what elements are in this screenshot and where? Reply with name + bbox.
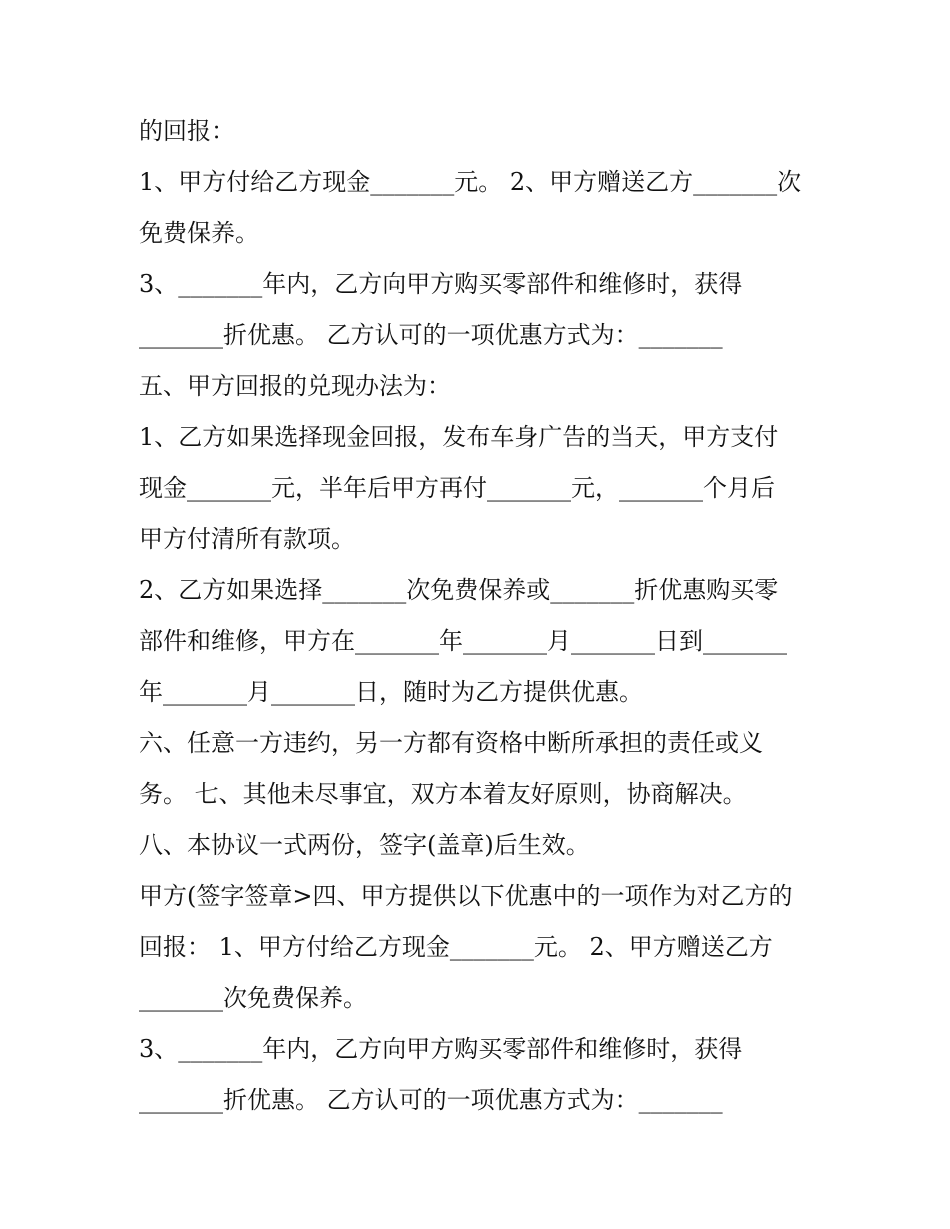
text-line: 六、任意一方违约，另一方都有资格中断所承担的责任或义	[139, 729, 763, 757]
text-line: 免费保养。	[139, 219, 259, 247]
text-line: 的回报：	[139, 117, 235, 145]
text-line: 甲方付清所有款项。	[139, 525, 355, 553]
text-line: _______折优惠。 乙方认可的一项优惠方式为：_______	[139, 1086, 723, 1114]
text-line: _______折优惠。 乙方认可的一项优惠方式为：_______	[139, 321, 723, 349]
text-line: 回报： 1、甲方付给乙方现金_______元。 2、甲方赠送乙方	[139, 933, 773, 961]
text-line: 2、乙方如果选择_______次免费保养或_______折优惠购买零	[139, 576, 779, 604]
text-line: 务。 七、其他未尽事宜，双方本着友好原则，协商解决。	[139, 780, 747, 808]
document-body	[139, 106, 819, 1126]
text-line: 3、_______年内，乙方向甲方购买零部件和维修时，获得	[139, 1035, 743, 1063]
text-line: 1、甲方付给乙方现金_______元。 2、甲方赠送乙方_______次	[139, 168, 802, 196]
text-line: 1、乙方如果选择现金回报，发布车身广告的当天，甲方支付	[139, 423, 779, 451]
section-heading: 五、甲方回报的兑现办法为：	[139, 372, 451, 400]
text-line: 八、本协议一式两份，签字(盖章)后生效。	[139, 831, 590, 859]
text-line: 现金_______元，半年后甲方再付_______元，_______个月后	[139, 474, 775, 502]
text-line: 部件和维修，甲方在_______年_______月_______日到_______	[139, 627, 787, 655]
text-line: 3、_______年内，乙方向甲方购买零部件和维修时，获得	[139, 270, 743, 298]
text-line: 甲方(签字签章>四、甲方提供以下优惠中的一项作为对乙方的	[139, 882, 793, 910]
text-line: _______次免费保养。	[139, 984, 367, 1012]
text-line: 年_______月_______日，随时为乙方提供优惠。	[139, 678, 643, 706]
